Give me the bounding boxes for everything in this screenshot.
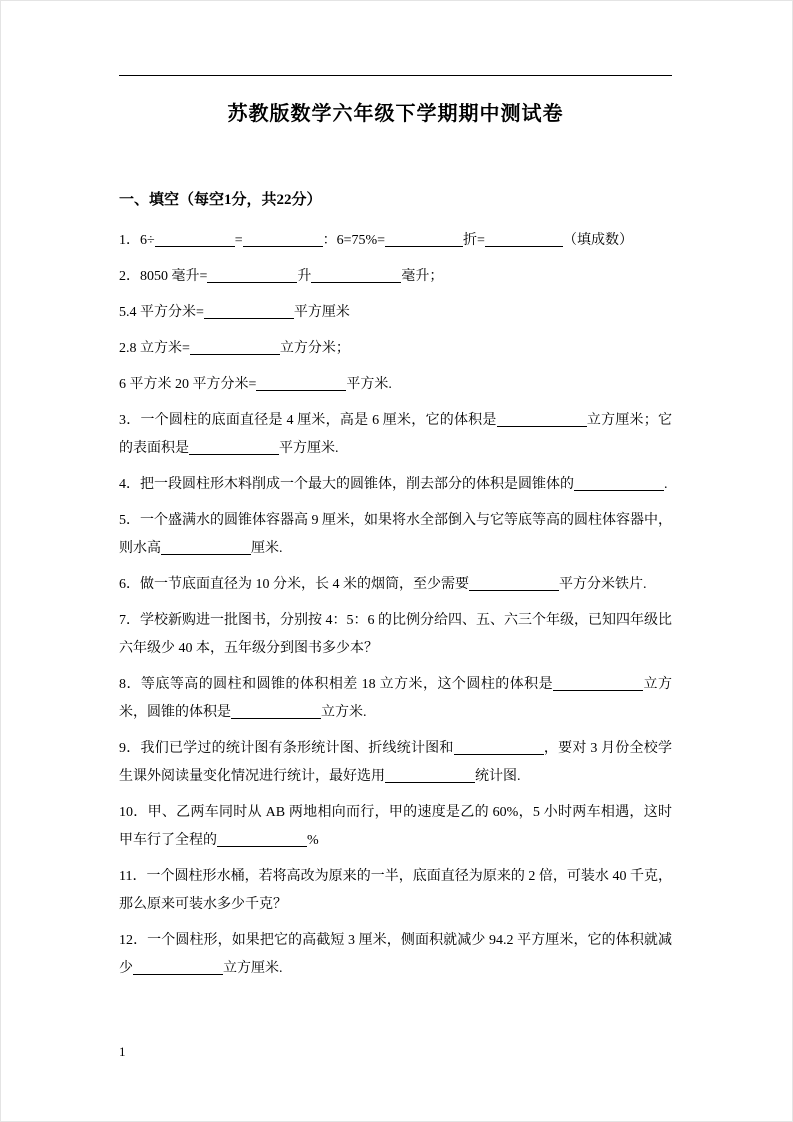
blank-line [385,770,475,783]
question-text: 升 [297,269,312,284]
page-title: 苏教版数学六年级下学期期中测试卷 [227,103,564,125]
blank-line [155,234,235,247]
question-text: 7．学校新购进一批图书，分别按 4：5：6 的比例分给四、五、六三个年级，已知四年级比六年级少 40 本，五年级分到图书多少本？ [119,613,672,656]
question-text: 立方厘米. [223,961,283,976]
question-item [119,607,672,663]
page-number: 1 [119,1044,126,1059]
question-item [119,927,672,983]
question-list [119,227,672,983]
blank-line [469,578,559,591]
question-text: 毫升； [401,269,444,284]
question-item [119,335,672,363]
question-text: ：6=75%= [322,233,386,248]
question-text: 立方分米； [279,341,350,356]
question-text: 1．6÷ [119,233,155,248]
question-text: 8．等底等高的圆柱和圆锥的体积相差 18 立方米，这个圆柱的体积是 [119,677,554,692]
question-item [119,407,672,463]
question-text: ，要对 3 月份全校学生课外阅读量变化情况进行统计，最好选用 [119,741,673,784]
blank-line [190,342,280,355]
question-text: 立方米. [321,705,367,720]
blank-line [553,678,643,691]
question-text: 3．一个圆柱的底面直径是 4 厘米，高是 6 厘米，它的体积是 [119,413,497,428]
question-text: （填成数） [562,233,633,248]
section-heading: 一、填空（每空1分，共22分） [119,192,322,208]
question-text: 6．做一节底面直径为 10 分米，长 4 米的烟筒，至少需要 [119,577,469,592]
question-text: 4．把一段圆柱形木料削成一个最大的圆锥体，削去部分的体积是圆锥体的 [119,477,574,492]
question-text: 平方分米铁片. [559,577,647,592]
blank-line [204,306,294,319]
question-item [119,471,672,499]
blank-line [311,270,401,283]
question-text: 10．甲、乙两车同时从 AB 两地相向而行，甲的速度是乙的 60%，5 小时两车相遇，这时甲车行了全程的 [119,805,672,848]
question-text: 平方米. [346,377,392,392]
question-text: 立方厘米；它的表面积是 [119,413,673,456]
question-text: 5.4 平方分米= [119,305,204,320]
blank-line [454,742,544,755]
question-text: 6 平方米 20 平方分米= [119,377,257,392]
question-text: 平方厘米 [293,305,350,320]
question-text: = [234,233,243,248]
question-item [119,263,672,291]
blank-line [243,234,323,247]
blank-line [161,542,251,555]
question-text: % [307,833,319,848]
question-text: 立方米，圆锥的体积是 [119,677,673,720]
blank-line [231,706,321,719]
blank-line [574,478,664,491]
question-text: 5．一个盛满水的圆锥体容器高 9 厘米，如果将水全部倒入与它等底等高的圆柱体容器中，则水高 [119,513,672,556]
blank-line [207,270,297,283]
question-text: 统计图. [475,769,521,784]
blank-line [189,442,279,455]
question-item [119,507,672,563]
question-text: . [664,477,668,492]
blank-line [485,234,563,247]
question-text: 折= [463,233,485,248]
blank-line [217,834,307,847]
question-text: 11．一个圆柱形水桶，若将高改为原来的一半，底面直径为原来的 2 倍，可装水 40 千克，那么原来可装水多少千克？ [119,869,672,912]
question-text: 平方厘米. [279,441,339,456]
question-item [119,371,672,399]
question-item [119,671,672,727]
blank-line [256,378,346,391]
question-text: 9．我们已学过的统计图有条形统计图、折线统计图和 [119,741,454,756]
header-rule [119,75,672,76]
question-item [119,799,672,855]
blank-line [133,962,223,975]
question-item [119,227,672,255]
question-text: 12．一个圆柱形，如果把它的高截短 3 厘米，侧面积就减少 94.2 平方厘米，它的体积就减少 [119,933,672,976]
question-item [119,571,672,599]
blank-line [497,414,587,427]
question-item [119,299,672,327]
question-item [119,735,672,791]
blank-line [385,234,463,247]
question-item [119,863,672,919]
question-text: 厘米. [251,541,283,556]
question-text: 2.8 立方米= [119,341,190,356]
question-text: 2．8050 毫升= [119,269,208,284]
